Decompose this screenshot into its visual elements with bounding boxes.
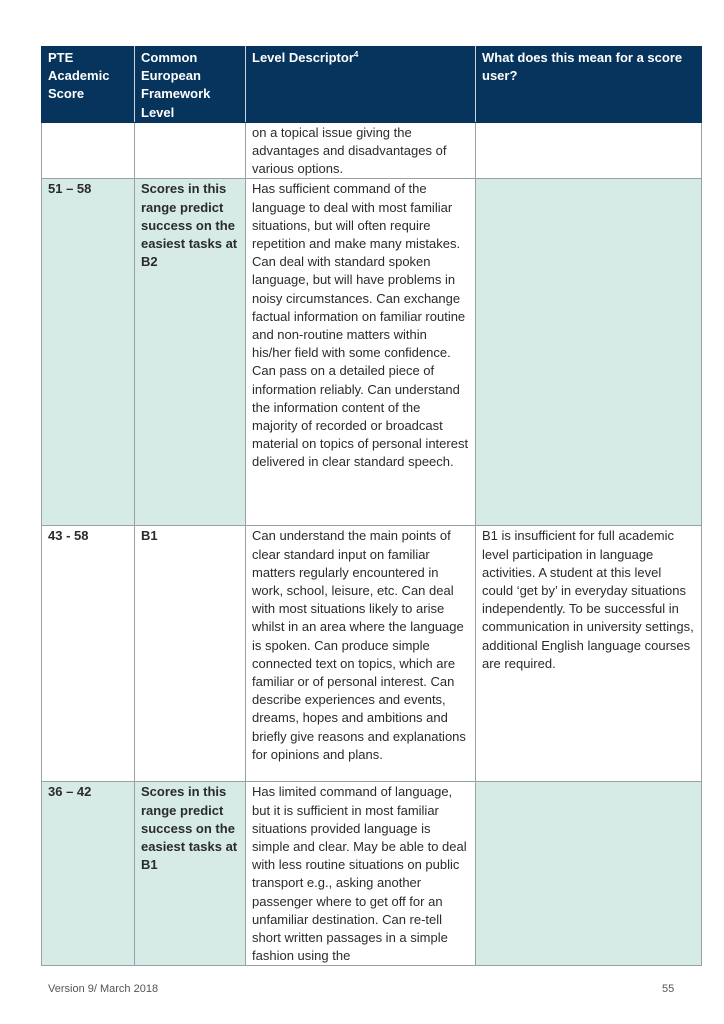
footnote-marker: 4: [353, 50, 359, 59]
row-score: 43 - 58: [42, 526, 135, 782]
row-cefr: [135, 122, 246, 179]
row-cefr: Scores in this range predict success on the easiest tasks at B1: [135, 782, 246, 966]
table-header-row: [42, 47, 702, 123]
footer-page-number: 55: [662, 983, 675, 995]
row-meaning: [476, 179, 702, 526]
header-score-user-meaning: What does this mean for a score user?: [476, 47, 702, 123]
score-table: [41, 46, 702, 966]
row-descriptor: Has limited command of language, but it is sufficient in most familiar situations provided language is simple and clear. May be able to deal with less routine situations on public transport e.g., asking another passenger where to get off for an unfamiliar destination. Can re-tell short written passages in a simple fashion using the: [246, 782, 476, 966]
header-pte-score: PTE Academic Score: [42, 47, 135, 123]
header-level-descriptor-label: Level Descriptor: [252, 50, 354, 65]
footer-version: Version 9/ March 2018: [48, 983, 159, 995]
table-row: [42, 122, 702, 179]
row-score: 51 – 58: [42, 179, 135, 526]
row-descriptor: Has sufficient command of the language to deal with most familiar situations, but will often require repetition and make many mistakes. Can deal with standard spoken language, but will have problems in noisy circumstances. Can exchange factual information on familiar routine and non-routine matters within his/her field with some confidence. Can pass on a detailed piece of information reliably. Can understand the information content of the majority of recorded or broadcast material on topics of personal interest delivered in clear standard speech.: [246, 179, 476, 526]
row-cefr: B1: [135, 526, 246, 782]
row-descriptor: Can understand the main points of clear standard input on familiar matters regularly encountered in work, school, leisure, etc. Can deal with most situations likely to arise whilst in an area where the language is spoken. Can produce simple connected text on topics, which are familiar or of personal interest. Can describe experiences and events, dreams, hopes and ambitions and briefly give reasons and explanations for opinions and plans.: [246, 526, 476, 782]
row-meaning: [476, 122, 702, 179]
header-cefr-level: Common European Framework Level: [135, 47, 246, 123]
row-descriptor: on a topical issue giving the advantages and disadvantages of various options.: [246, 122, 476, 179]
row-score: [42, 122, 135, 179]
table-row: [42, 782, 702, 966]
row-meaning: B1 is insufficient for full academic level participation in language activities. A student at this level could ‘get by’ in everyday situations independently. To be successful in communication in university settings, additional English language courses are required.: [476, 526, 702, 782]
table-row: [42, 526, 702, 782]
table-row: [42, 179, 702, 526]
header-level-descriptor: [246, 47, 476, 123]
row-score: 36 – 42: [42, 782, 135, 966]
row-meaning: [476, 782, 702, 966]
row-cefr: Scores in this range predict success on the easiest tasks at B2: [135, 179, 246, 526]
